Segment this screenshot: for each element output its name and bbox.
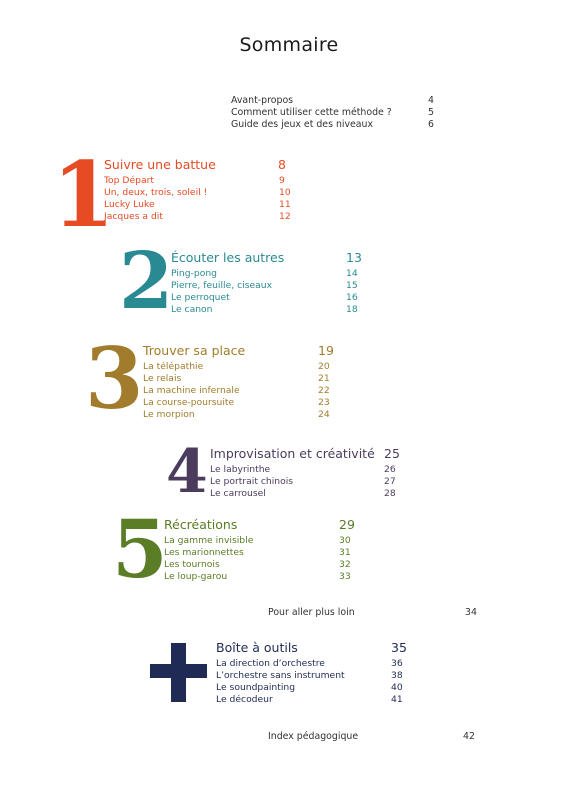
toc-item-page: 38 <box>391 670 403 681</box>
toc-item[interactable]: Lucky Luke <box>104 199 155 210</box>
toc-item[interactable]: Le soundpainting <box>216 682 296 693</box>
section-title[interactable]: Récréations <box>164 517 238 532</box>
section-title[interactable]: Suivre une battue <box>104 157 216 172</box>
toc-item[interactable]: Pierre, feuille, ciseaux <box>171 280 273 291</box>
toc-item-page: 10 <box>279 187 291 198</box>
index-label[interactable]: Index pédagogique <box>268 731 359 742</box>
intro-page: 6 <box>428 119 434 130</box>
toc-item[interactable]: Les marionnettes <box>164 547 244 558</box>
toc-item[interactable]: Un, deux, trois, soleil ! <box>104 187 208 198</box>
section-title[interactable]: Trouver sa place <box>143 343 246 358</box>
intro-row[interactable] <box>231 119 441 131</box>
section-number: 5 <box>112 502 168 596</box>
intro-label: Comment utiliser cette méthode ? <box>231 107 392 118</box>
intro-page: 4 <box>428 95 434 106</box>
section-number: 1 <box>52 142 115 248</box>
toolbox-page: 35 <box>391 640 407 655</box>
further-page: 34 <box>465 607 477 618</box>
toc-item-page: 28 <box>384 488 396 499</box>
toc-item-page: 15 <box>346 280 358 291</box>
toc-item-page: 32 <box>339 559 351 570</box>
toc-item-page: 21 <box>318 373 330 384</box>
toc-item[interactable]: La télépathie <box>143 361 204 372</box>
toc-item-page: 41 <box>391 694 403 705</box>
toc-item-page: 36 <box>391 658 403 669</box>
page-title: Sommaire <box>239 34 339 56</box>
toc-item-page: 24 <box>318 409 330 420</box>
toc-item[interactable]: Top Départ <box>104 175 154 186</box>
section-page: 25 <box>384 446 400 461</box>
toc-item-page: 27 <box>384 476 396 487</box>
toc-item[interactable]: Le relais <box>143 373 182 384</box>
toc-item[interactable]: Ping-pong <box>171 268 217 279</box>
toc-item-page: 26 <box>384 464 396 475</box>
toc-item-page: 31 <box>339 547 351 558</box>
intro-label: Avant-propos <box>231 95 294 106</box>
toc-item-page: 9 <box>279 175 285 186</box>
toc-item-page: 11 <box>279 199 291 210</box>
toc-item[interactable]: Le perroquet <box>171 292 230 303</box>
index-page: 42 <box>463 731 475 742</box>
section-number: 2 <box>119 236 174 327</box>
toc-item[interactable]: Le labyrinthe <box>210 464 271 475</box>
toc-item[interactable]: L’orchestre sans instrument <box>216 670 345 681</box>
section-page: 29 <box>339 517 355 532</box>
toc-item[interactable]: La gamme invisible <box>164 535 254 546</box>
intro-page: 5 <box>428 107 434 118</box>
toc-item[interactable]: La course-poursuite <box>143 397 235 408</box>
toc-item[interactable]: La machine infernale <box>143 385 240 396</box>
toc-item-page: 20 <box>318 361 330 372</box>
toc-item-page: 14 <box>346 268 358 279</box>
intro-row[interactable] <box>231 107 441 119</box>
toolbox-title[interactable]: Boîte à outils <box>216 640 298 655</box>
section-page: 19 <box>318 343 334 358</box>
toc-item-page: 33 <box>339 571 351 582</box>
toc-item-page: 16 <box>346 292 358 303</box>
toc-item[interactable]: La direction d’orchestre <box>216 658 325 669</box>
toc-item[interactable]: Le carrousel <box>210 488 266 499</box>
section-number: 4 <box>166 437 208 507</box>
intro-label: Guide des jeux et des niveaux <box>231 119 374 130</box>
section-page: 13 <box>346 250 362 265</box>
section-title[interactable]: Improvisation et créativité <box>210 446 375 461</box>
toc-item[interactable]: Le morpion <box>143 409 195 420</box>
toc-item-page: 22 <box>318 385 330 396</box>
toc-item-page: 23 <box>318 397 330 408</box>
toc-item-page: 12 <box>279 211 291 222</box>
intro-row[interactable] <box>231 95 441 107</box>
section-page: 8 <box>278 157 286 172</box>
toc-item[interactable]: Le portrait chinois <box>210 476 294 487</box>
section-title[interactable]: Écouter les autres <box>171 250 285 265</box>
section-number: 3 <box>85 329 144 428</box>
toc-item-page: 40 <box>391 682 403 693</box>
toc-item-page: 30 <box>339 535 351 546</box>
further-label[interactable]: Pour aller plus loin <box>268 607 355 618</box>
toc-item[interactable]: Le loup-garou <box>164 571 228 582</box>
toc-item[interactable]: Le décodeur <box>216 694 273 705</box>
toc-item[interactable]: Jacques a dit <box>104 211 163 222</box>
toc-item[interactable]: Le canon <box>171 304 213 315</box>
toc-item[interactable]: Les tournois <box>164 559 220 570</box>
toc-item-page: 18 <box>346 304 358 315</box>
